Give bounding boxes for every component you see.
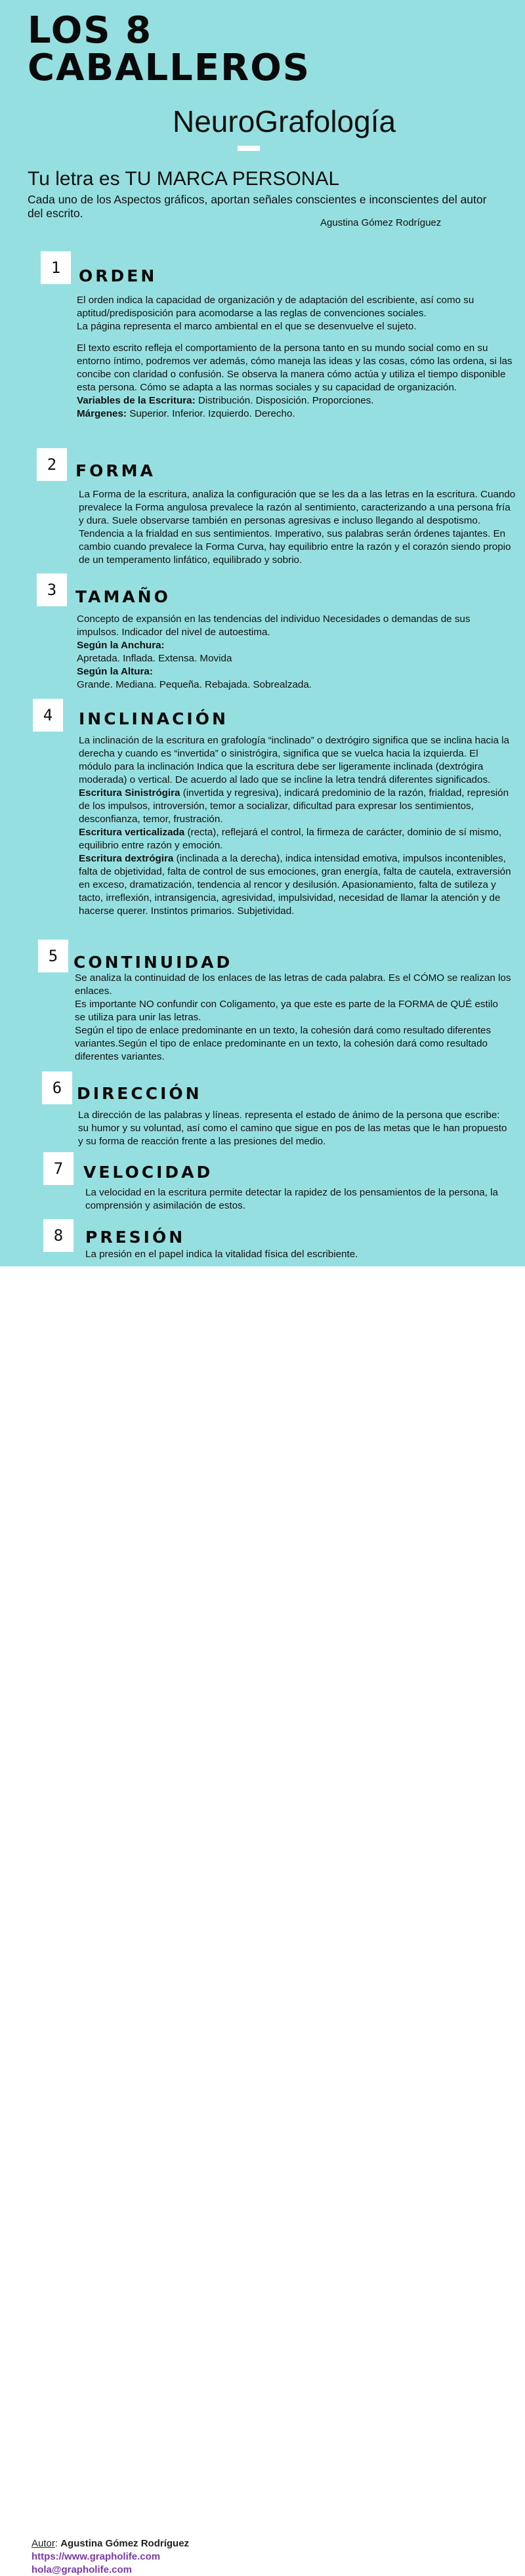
continuidad-paragraph-1: Se analiza la continuidad de los enlaces de las letras de cada palabra. Es el CÓMO se realizan los enlaces.: [75, 972, 511, 997]
presion-paragraph-1: La presión en el papel indica la vitalidad física del escribiente.: [85, 1249, 358, 1260]
dextrogira-label: Escritura dextrógira: [79, 853, 174, 864]
verticalizada-label: Escritura verticalizada: [79, 827, 185, 838]
orden-paragraph-3: El texto escrito refleja el comportamiento de la persona tanto en su mundo social como en su entorno íntimo, podremos ver además, cómo maneja las ideas y las cosas, cómo las ordena, si las concibe con claridad o confusión. Se observa la manera cómo actúa y utiliza el tiempo disponible esta persona. Cómo se adapta a las normas sociales y su capacidad de organización.: [77, 343, 513, 393]
section-title-forma: FORMA: [75, 461, 156, 480]
intro-text: Cada uno de los Aspectos gráficos, aportan señales conscientes e inconscientes del autor del escrito.: [28, 193, 487, 220]
continuidad-paragraph-2: Es importante NO confundir con Coligamento, ya que este es parte de la FORMA de QUÉ estilo se utiliza para unir las letras.: [75, 999, 498, 1023]
orden-variables: [77, 394, 516, 407]
tamano-anchura-text: Apretada. Inflada. Extensa. Movida: [77, 653, 232, 664]
footer: [0, 1266, 525, 2575]
direccion-paragraph-1: La dirección de las palabras y líneas. representa el estado de ánimo de la persona que escribe: su humor y su voluntad, así como el camino que sigue en pos de las metas que le han propuesto y su forma de reacción frente a las presiones del medio.: [78, 1110, 507, 1147]
website-link[interactable]: https://www.grapholife.com: [32, 2551, 161, 2562]
inclinacion-paragraph: [79, 734, 513, 826]
section-body-forma: [79, 488, 517, 567]
section-body-continuidad: [75, 972, 511, 1064]
author-label: Autor: [32, 2538, 55, 2549]
inclinacion-vertical: [79, 826, 513, 852]
section-title-continuidad: CONTINUIDAD: [74, 953, 233, 972]
section-title-tamano: TAMAÑO: [75, 587, 171, 606]
title-line-2: CABALLEROS: [28, 47, 311, 89]
section-title-orden: ORDEN: [79, 266, 158, 285]
poster-title: [28, 9, 311, 89]
byline: Agustina Gómez Rodríguez: [320, 217, 442, 228]
section-body-tamano: [77, 613, 497, 692]
altura-label: Según la Altura:: [77, 666, 153, 677]
sinistrogira-label: Escritura Sinistrógira: [79, 787, 180, 799]
orden-margenes-text: Superior. Inferior. Izquierdo. Derecho.: [126, 408, 295, 419]
section-title-direccion: DIRECCIÓN: [77, 1084, 202, 1103]
divider-dash: [238, 146, 260, 151]
verticalizada-text: (recta), reflejará el control, la firmeza de carácter, dominio de sí mismo, equilibrio entre razón y emoción.: [79, 827, 502, 851]
section-number-1: 1: [41, 251, 71, 284]
section-body-inclinacion: [79, 734, 513, 918]
sinistrogira-text: (invertida y regresiva), indicará predominio de la razón, frialdad, represión de los impulsos, introversión, temor a socializar, dificultad para expresar los sentimientos, desconfianza, temor, frustración.: [79, 787, 509, 825]
section-number-7: 7: [43, 1152, 74, 1185]
poster-subtitle: NeuroGrafología: [173, 104, 396, 138]
section-body-orden: [77, 294, 516, 421]
inclinacion-dextrogira: [79, 852, 513, 918]
poster: [0, 0, 525, 1266]
orden-margenes-label: Márgenes:: [77, 408, 127, 419]
section-body-velocidad: [85, 1186, 499, 1213]
title-line-1: LOS 8: [28, 9, 153, 52]
tamano-anchura-label: [77, 639, 497, 652]
section-title-velocidad: VELOCIDAD: [83, 1163, 213, 1182]
tamano-altura-label: [77, 665, 497, 678]
section-body-direccion: [78, 1109, 513, 1148]
author-name: Agustina Gómez Rodríguez: [60, 2538, 190, 2549]
section-number-2: 2: [37, 448, 67, 481]
section-number-3: 3: [37, 573, 67, 606]
section-title-inclinacion: INCLINACIÓN: [79, 709, 228, 728]
continuidad-paragraph-3: Según el tipo de enlace predominante en un texto, la cohesión dará como resultado diferentes variantes.Según el tipo de enlace predominante en un texto, la cohesión dará como resultado diferentes variantes.: [75, 1025, 492, 1062]
anchura-label: Según la Anchura:: [77, 640, 165, 651]
orden-paragraph-2: La página representa el marco ambiental en el que se desenvuelve el sujeto.: [77, 321, 417, 332]
email-link[interactable]: hola@grapholife.com: [32, 2564, 132, 2575]
orden-variables-text: Distribución. Disposición. Proporciones.: [195, 395, 374, 406]
footer-author: [32, 2537, 189, 2550]
section-number-8: 8: [43, 1219, 74, 1252]
section-number-4: 4: [33, 699, 63, 732]
velocidad-paragraph-1: La velocidad en la escritura permite detectar la rapidez de los pensamientos de la persona, la comprensión y asimilación de estos.: [85, 1187, 498, 1211]
forma-paragraph-1: La Forma de la escritura, analiza la configuración que se les da a las letras en la escritura. Cuando prevalece la Forma angulosa prevalece la razón al sentimiento, caracterizando a una persona fría y dura. Suele observarse también en personas agresivas e incluso llegando al despotismo. Tendencia a la frialdad en sus sentimientos. Imperativo, sus palabras serán órdenes tajantes. En cambio cuando prevalece la Forma Curva, hay equilibrio entre la razón y el corazón siendo propio de un temperamento linfático, equilibrado y sobrio.: [79, 489, 516, 566]
section-title-presion: PRESIÓN: [85, 1228, 186, 1247]
section-number-5: 5: [38, 940, 68, 972]
section-body-presion: [85, 1248, 499, 1261]
tamano-paragraph-1: Concepto de expansión en las tendencias del individuo Necesidades o demandas de sus impulsos. Indicador del nivel de autoestima.: [77, 613, 471, 638]
inclinacion-intro: La inclinación de la escritura en grafología “inclinado” o dextrógiro significa que se inclina hacia la derecha y cuando es “invertida” o sinistrógira, significa que se vuelca hacia la izquierda. El módulo para la inclinación Indica que la escritura debe ser ligeramente inclinada (dextrógira moderada) o vertical. De acuerdo al lado que se incline la letra tendrá diferentes significados.: [79, 735, 509, 785]
orden-margenes: [77, 407, 516, 421]
tamano-altura-text: Grande. Mediana. Pequeña. Rebajada. Sobrealzada.: [77, 679, 312, 690]
orden-paragraph-1: El orden indica la capacidad de organización y de adaptación del escribiente, así como su aptitud/predisposición para acomodarse a las reglas de convenciones sociales.: [77, 295, 474, 319]
author-separator: :: [54, 2538, 61, 2549]
orden-variables-label: Variables de la Escritura:: [77, 395, 196, 406]
dextrogira-text: (inclinada a la derecha), indica intensidad emotiva, impulsos incontenibles, falta de objetividad, falta de control de sus emociones, gran energía, falta de cautela, extraversión en exceso, dramatización, tendencia al rencor y desilusión. Apasionamiento, falta de sutileza y tacto, irreflexión, intransigencia, agresividad, impulsividad, necesidad de llamar la atención y de hacerse querer. Instintos primarios. Subjetividad.: [79, 853, 511, 917]
section-number-6: 6: [42, 1071, 72, 1104]
tagline: Tu letra es TU MARCA PERSONAL: [28, 168, 340, 190]
